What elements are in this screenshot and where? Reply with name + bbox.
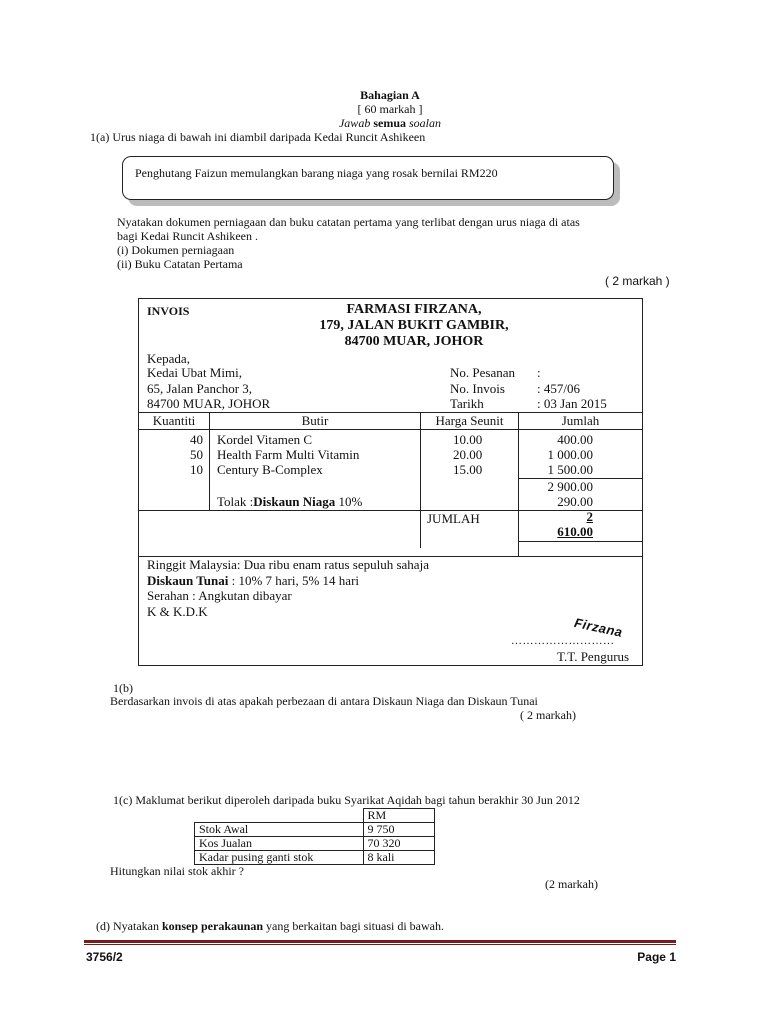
table-cell-label: Kadar pusing ganti stok: [195, 851, 364, 865]
invoice-no-value: : 457/06: [537, 381, 580, 396]
eoe-note: K & K.D.K: [147, 604, 208, 619]
row-1-price: 10.00: [453, 432, 483, 447]
invoice-label: INVOIS: [147, 304, 190, 318]
table-header-rm: RM: [363, 809, 434, 823]
trade-discount-value: 290.00: [557, 494, 593, 509]
q1b-number: 1(b): [113, 681, 133, 695]
invoice: [138, 298, 643, 666]
row-1-qty: 40: [190, 432, 203, 447]
q1c-question: Hitungkan nilai stok akhir ?: [110, 864, 244, 878]
invoice-col-divider-2: [420, 412, 421, 548]
table-row: [195, 851, 435, 865]
order-no-label: No. Pesanan: [450, 365, 515, 380]
table-cell-value: 9 750: [363, 823, 434, 837]
total-label: JUMLAH: [427, 511, 480, 526]
subtotal-value: 2 900.00: [547, 479, 593, 494]
to-name: Kedai Ubat Mimi,: [147, 365, 242, 380]
q1a-item2: (ii) Buku Catatan Pertama: [117, 257, 243, 271]
to-address-2: 84700 MUAR, JOHOR: [147, 396, 271, 411]
row-2-item: Health Farm Multi Vitamin: [217, 447, 360, 462]
col-header-price: Harga Seunit: [435, 413, 504, 428]
date-value: : 03 Jan 2015: [537, 396, 607, 411]
table-cell-value: 8 kali: [363, 851, 434, 865]
table-row: [195, 837, 435, 851]
q1a-line2: bagi Kedai Runcit Ashikeen .: [117, 229, 258, 243]
q1b-text: Berdasarkan invois di atas apakah perbezaan di antara Diskaun Niaga dan Diskaun Tunai: [110, 694, 538, 708]
total-value-top: 2: [586, 509, 593, 524]
row-1-total: 400.00: [557, 432, 593, 447]
trade-discount-label: Tolak :Diskaun Niaga 10%: [217, 494, 363, 509]
row-2-price: 20.00: [453, 447, 483, 462]
table-cell-label: Kos Jualan: [195, 837, 364, 851]
row-3-price: 15.00: [453, 462, 483, 477]
table-cell-value: 70 320: [363, 837, 434, 851]
row-2-qty: 50: [190, 447, 203, 462]
company-address-2: 84700 MUAR, JOHOR: [344, 334, 484, 349]
q1a-marks: ( 2 markah ): [605, 274, 670, 288]
section-instruction: Jawab semua soalan: [338, 116, 442, 130]
table-row: [195, 809, 435, 823]
table-cell-label: Stok Awal: [195, 823, 364, 837]
q1a-intro: 1(a) Urus niaga di bawah ini diambil daripada Kedai Runcit Ashikeen: [90, 130, 426, 144]
invoice-no-label: No. Invois: [450, 381, 505, 396]
delivery-terms: Serahan : Angkutan dibayar: [147, 588, 292, 603]
to-address-1: 65, Jalan Panchor 3,: [147, 381, 253, 396]
row-1-item: Kordel Vitamen C: [217, 432, 313, 447]
section-header: [300, 88, 480, 130]
footer-rule-thin: [84, 944, 676, 945]
company-name: FARMASI FIRZANA,: [346, 302, 482, 317]
q1a-line1: Nyatakan dokumen perniagaan dan buku catatan pertama yang terlibat dengan urus niaga di atas: [117, 215, 580, 229]
q1d-text: (d) Nyatakan konsep perakaunan yang berkaitan bagi situasi di bawah.: [96, 919, 444, 933]
row-3-qty: 10: [190, 462, 203, 477]
section-marks: [ 60 markah ]: [357, 102, 423, 116]
col-header-total: Jumlah: [561, 413, 600, 428]
paper-code: 3756/2: [86, 950, 123, 964]
col-header-item: Butir: [301, 413, 329, 428]
amount-in-words: Ringgit Malaysia: Dua ribu enam ratus sepuluh sahaja: [147, 557, 429, 572]
invoice-header-rule-bottom: [139, 429, 642, 430]
q1b-marks: ( 2 markah): [520, 708, 576, 722]
row-3-total: 1 500.00: [547, 462, 593, 477]
q1a-item1: (i) Dokumen perniagaan: [117, 243, 235, 257]
col-header-qty: Kuantiti: [152, 413, 196, 428]
stock-info-table: [194, 808, 435, 865]
callout-text: Penghutang Faizun memulangkan barang niaga yang rosak bernilai RM220: [135, 166, 498, 180]
cash-discount-terms: Diskaun Tunai : 10% 7 hari, 5% 14 hari: [147, 573, 360, 588]
signature-dots: ………………………: [511, 635, 615, 647]
manager-signature: Firzana: [572, 615, 625, 640]
table-row: [195, 823, 435, 837]
to-label: Kepada,: [147, 351, 190, 366]
total-value: 610.00: [557, 524, 593, 539]
section-title: Bahagian A: [360, 88, 420, 102]
page-number: Page 1: [637, 950, 676, 964]
order-no-value: :: [537, 365, 541, 380]
footer-rule: [84, 940, 676, 943]
company-address-1: 179, JALAN BUKIT GAMBIR,: [319, 318, 509, 333]
q1c-intro: 1(c) Maklumat berikut diperoleh daripada buku Syarikat Aqidah bagi tahun berakhir 30 Jun 2012: [113, 793, 580, 807]
transaction-callout: [122, 156, 614, 200]
signatory-title: T.T. Pengurus: [557, 649, 630, 664]
invoice-total-rule: [518, 541, 642, 542]
row-3-item: Century B-Complex: [217, 462, 323, 477]
row-2-total: 1 000.00: [547, 447, 593, 462]
date-label: Tarikh: [450, 396, 484, 411]
q1c-marks: (2 markah): [545, 877, 598, 891]
